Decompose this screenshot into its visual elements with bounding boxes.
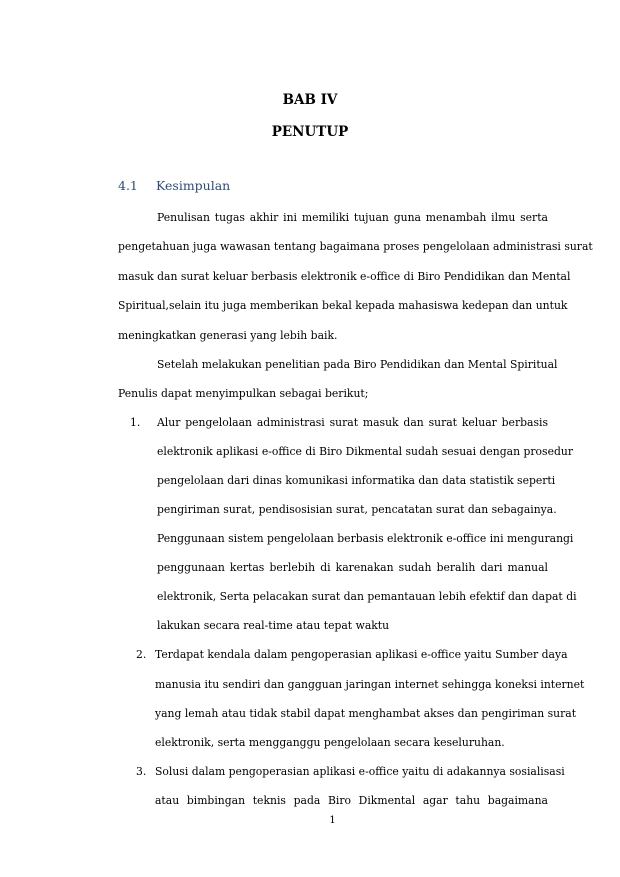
list-item-line: elektronik aplikasi e-office di Biro Dikmental sudah sesuai dengan prosedur xyxy=(157,445,574,458)
list-marker: 2. xyxy=(136,648,147,661)
chapter-heading: BAB IV xyxy=(282,92,338,108)
list-item-line: Terdapat kendala dalam pengoperasian aplikasi e-office yaitu Sumber daya xyxy=(155,648,568,661)
list-item-line: pengelolaan dari dinas komunikasi informatika dan data statistik seperti xyxy=(157,474,556,487)
paragraph-line: Penulisan tugas akhir ini memiliki tujuan guna menambah ilmu serta xyxy=(157,211,548,224)
list-item-line: yang lemah atau tidak stabil dapat menghambat akses dan pengiriman surat xyxy=(155,707,577,720)
list-item-line: elektronik, Serta pelacakan surat dan pemantauan lebih efektif dan dapat di xyxy=(157,590,577,603)
list-item-line: Penggunaan sistem pengelolaan berbasis elektronik e-office ini mengurangi xyxy=(157,532,574,545)
paragraph-line: Spiritual,selain itu juga memberikan bekal kepada mahasiswa kedepan dan untuk xyxy=(118,299,568,312)
paragraph-line: pengetahuan juga wawasan tentang bagaimana proses pengelolaan administrasi surat xyxy=(118,240,593,253)
paragraph-line: Penulis dapat menyimpulkan sebagai berikut; xyxy=(118,387,369,400)
list-item-line: pengiriman surat, pendisosisian surat, pencatatan surat dan sebagainya. xyxy=(157,503,557,516)
list-item-line: elektronik, serta mengganggu pengelolaan secara keseluruhan. xyxy=(155,736,505,749)
section-title: Kesimpulan xyxy=(156,178,231,193)
chapter-title: PENUTUP xyxy=(271,124,349,140)
list-item-line: penggunaan kertas berlebih di karenakan sudah beralih dari manual xyxy=(157,561,548,574)
paragraph-line: meningkatkan generasi yang lebih baik. xyxy=(118,329,338,342)
paragraph-line: Setelah melakukan penelitian pada Biro Pendidikan dan Mental Spiritual xyxy=(157,358,558,371)
list-item-line: lakukan secara real-time atau tepat waktu xyxy=(157,619,390,632)
section-number: 4.1 xyxy=(118,178,138,193)
list-marker: 3. xyxy=(136,765,147,778)
list-marker: 1. xyxy=(130,416,141,429)
paragraph-line: masuk dan surat keluar berbasis elektronik e-office di Biro Pendidikan dan Mental xyxy=(118,270,571,283)
list-item-line: atau bimbingan teknis pada Biro Dikmental agar tahu bagaimana xyxy=(155,794,548,807)
list-item-line: Solusi dalam pengoperasian aplikasi e-office yaitu di adakannya sosialisasi xyxy=(155,765,565,778)
list-item-line: Alur pengelolaan administrasi surat masuk dan surat keluar berbasis xyxy=(157,416,548,429)
list-item-line: manusia itu sendiri dan gangguan jaringan internet sehingga koneksi internet xyxy=(155,678,585,691)
section-heading xyxy=(118,178,230,193)
page-number: 1 xyxy=(329,815,336,826)
